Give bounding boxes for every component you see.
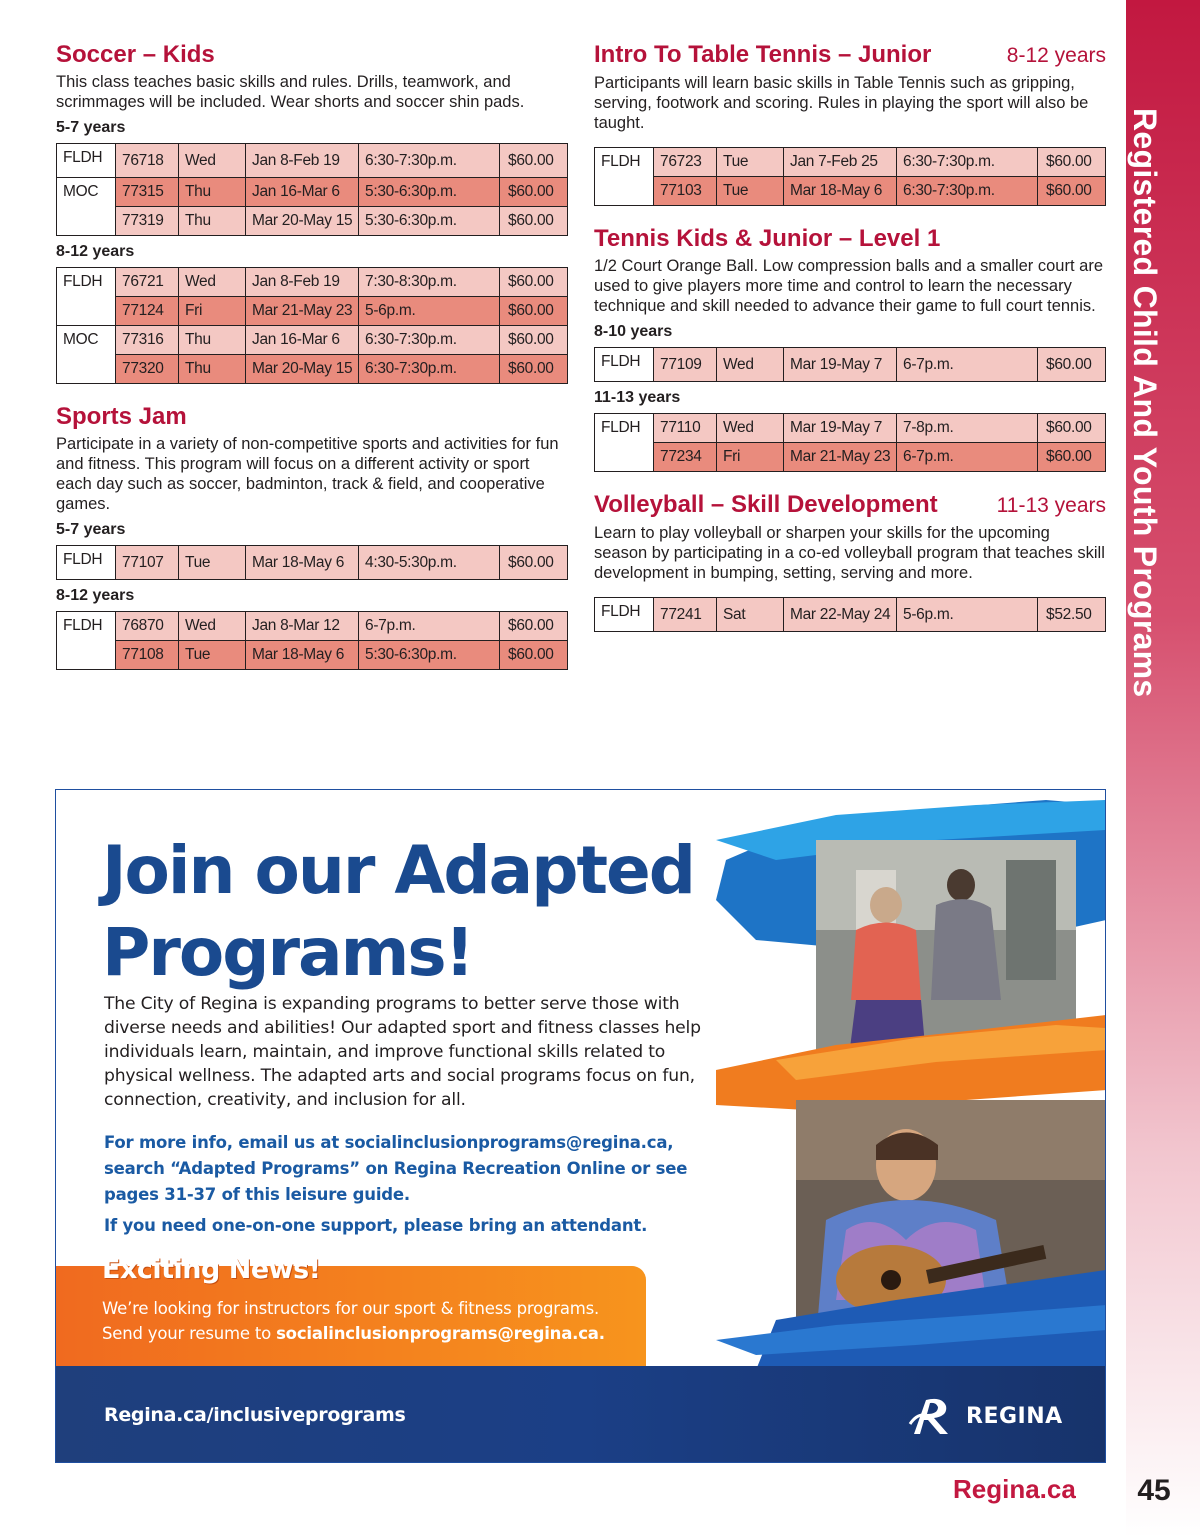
schedule-table xyxy=(56,545,568,580)
program-title xyxy=(594,40,1106,71)
table-row[interactable] xyxy=(595,598,1106,632)
course-code-cell: 77109 xyxy=(654,348,717,382)
dates-cell: Mar 19-May 7 xyxy=(784,414,897,443)
photo-collage-graphic xyxy=(716,800,1106,1370)
course-code-cell: 77319 xyxy=(116,207,179,236)
side-tab-label-wrap xyxy=(1126,108,1200,778)
time-cell: 6:30-7:30p.m. xyxy=(897,177,1038,206)
ad-title xyxy=(102,830,694,994)
schedule-table xyxy=(594,597,1106,632)
left-column xyxy=(56,40,568,670)
dates-cell: Mar 18-May 6 xyxy=(246,546,359,580)
fee-cell: $60.00 xyxy=(500,207,568,236)
course-code-cell: 77241 xyxy=(654,598,717,632)
time-cell: 6-7p.m. xyxy=(897,443,1038,472)
time-cell: 6:30-7:30p.m. xyxy=(359,355,500,384)
day-cell: Tue xyxy=(717,177,784,206)
table-row[interactable] xyxy=(57,144,568,178)
location-cell: FLDH xyxy=(595,348,654,382)
schedule-table xyxy=(594,413,1106,472)
time-cell: 5:30-6:30p.m. xyxy=(359,178,500,207)
age-group-label: 5-7 years xyxy=(56,119,126,136)
adapted-programs-ad xyxy=(55,789,1106,1463)
news-line1: We’re looking for instructors for our sport & fitness programs. xyxy=(102,1299,600,1318)
footer-url-link[interactable]: Regina.ca xyxy=(953,1474,1076,1504)
day-cell: Thu xyxy=(179,355,246,384)
schedule-table xyxy=(56,611,568,670)
news-email-link[interactable]: socialinclusionprograms@regina.ca. xyxy=(276,1324,605,1343)
dates-cell: Mar 18-May 6 xyxy=(246,641,359,670)
page-number: 45 xyxy=(1137,1474,1171,1507)
schedule-table xyxy=(56,267,568,384)
ad-info: For more info, email us at socialinclusionprograms@regina.ca, search “Adapted Programs” on Regina Recreation Online or see pages 31-37 of this leisure guide. xyxy=(104,1133,688,1204)
table-row[interactable] xyxy=(57,207,568,236)
course-code-cell: 77315 xyxy=(116,178,179,207)
program-age: 8-12 years xyxy=(1006,44,1106,67)
time-cell: 6-7p.m. xyxy=(359,612,500,641)
time-cell: 5:30-6:30p.m. xyxy=(359,641,500,670)
dates-cell: Jan 8-Feb 19 xyxy=(246,144,359,178)
inclusive-programs-link[interactable]: Regina.ca/inclusiveprograms xyxy=(104,1404,406,1426)
program-section xyxy=(56,384,568,670)
course-code-cell: 77124 xyxy=(116,297,179,326)
time-cell: 5-6p.m. xyxy=(897,598,1038,632)
course-code-cell: 76723 xyxy=(654,148,717,177)
regina-logo xyxy=(908,1394,1063,1438)
course-code-cell: 77320 xyxy=(116,355,179,384)
program-title-text: Volleyball – Skill Development xyxy=(594,491,938,518)
table-row[interactable] xyxy=(595,148,1106,177)
program-title-text: Tennis Kids & Junior – Level 1 xyxy=(594,225,941,252)
time-cell: 5:30-6:30p.m. xyxy=(359,207,500,236)
location-cell: FLDH xyxy=(595,598,654,632)
location-cell: FLDH xyxy=(57,268,116,326)
dates-cell: Mar 21-May 23 xyxy=(246,297,359,326)
program-title xyxy=(56,40,568,70)
fee-cell: $60.00 xyxy=(500,355,568,384)
program-description: 1/2 Court Orange Ball. Low compression balls and a smaller court are used to give players more time and control to learn the necessary technique and skill needed to advance their game to full court tennis. xyxy=(594,257,1103,315)
news-text xyxy=(102,1296,662,1346)
fee-cell: $60.00 xyxy=(1038,148,1106,177)
fee-cell: $52.50 xyxy=(1038,598,1106,632)
day-cell: Wed xyxy=(717,414,784,443)
table-row[interactable] xyxy=(57,355,568,384)
time-cell: 7-8p.m. xyxy=(897,414,1038,443)
table-row[interactable] xyxy=(57,546,568,580)
side-tab-label: Registered Child And Youth Programs xyxy=(1127,108,1163,698)
dates-cell: Mar 22-May 24 xyxy=(784,598,897,632)
age-group-label: 11-13 years xyxy=(594,389,681,406)
table-row[interactable] xyxy=(595,177,1106,206)
day-cell: Thu xyxy=(179,326,246,355)
fee-cell: $60.00 xyxy=(500,297,568,326)
dates-cell: Mar 20-May 15 xyxy=(246,207,359,236)
dates-cell: Mar 19-May 7 xyxy=(784,348,897,382)
fee-cell: $60.00 xyxy=(500,178,568,207)
program-description: Participate in a variety of non-competitive sports and activities for fun and fitness. This program will focus on a different activity or sport each day such as soccer, badminton, track & field, and cooperative games. xyxy=(56,435,559,513)
table-row[interactable] xyxy=(57,641,568,670)
program-title xyxy=(594,224,1106,254)
day-cell: Thu xyxy=(179,207,246,236)
ad-support: If you need one-on-one support, please bring an attendant. xyxy=(104,1216,648,1235)
fee-cell: $60.00 xyxy=(500,326,568,355)
course-code-cell: 77316 xyxy=(116,326,179,355)
day-cell: Thu xyxy=(179,178,246,207)
news-title: Exciting News! xyxy=(102,1254,321,1285)
dates-cell: Jan 8-Feb 19 xyxy=(246,268,359,297)
dates-cell: Mar 21-May 23 xyxy=(784,443,897,472)
schedule-table xyxy=(594,347,1106,382)
day-cell: Fri xyxy=(717,443,784,472)
course-code-cell: 77234 xyxy=(654,443,717,472)
age-group-label: 8-10 years xyxy=(594,323,673,340)
age-group-label: 5-7 years xyxy=(56,521,126,538)
fee-cell: $60.00 xyxy=(1038,177,1106,206)
program-description: Participants will learn basic skills in Table Tennis such as gripping, serving, footwork and scoring. Rules in playing the sport will also be taught. xyxy=(594,74,1089,132)
program-age: 11-13 years xyxy=(996,494,1106,517)
time-cell: 6:30-7:30p.m. xyxy=(359,144,500,178)
location-cell: FLDH xyxy=(57,546,116,580)
program-section xyxy=(594,40,1106,206)
location-cell: MOC xyxy=(57,326,116,384)
age-group-label: 8-12 years xyxy=(56,587,135,604)
day-cell: Wed xyxy=(179,268,246,297)
location-cell: FLDH xyxy=(57,612,116,670)
table-row[interactable] xyxy=(595,443,1106,472)
day-cell: Tue xyxy=(717,148,784,177)
program-description: Learn to play volleyball or sharpen your skills for the upcoming season by participating in a co-ed volleyball program that teaches skill development in bumping, setting, serving and more. xyxy=(594,524,1105,582)
day-cell: Wed xyxy=(179,144,246,178)
time-cell: 4:30-5:30p.m. xyxy=(359,546,500,580)
time-cell: 6:30-7:30p.m. xyxy=(359,326,500,355)
fee-cell: $60.00 xyxy=(500,144,568,178)
course-code-cell: 76721 xyxy=(116,268,179,297)
fee-cell: $60.00 xyxy=(500,268,568,297)
ad-photo-collage xyxy=(716,800,1106,1370)
program-section xyxy=(56,40,568,384)
program-description: This class teaches basic skills and rules. Drills, teamwork, and scrimmages will be included. Wear shorts and soccer shin pads. xyxy=(56,73,525,111)
fee-cell: $60.00 xyxy=(500,641,568,670)
day-cell: Wed xyxy=(179,612,246,641)
location-cell: FLDH xyxy=(595,414,654,472)
fee-cell: $60.00 xyxy=(500,612,568,641)
day-cell: Tue xyxy=(179,546,246,580)
age-group-label: 8-12 years xyxy=(56,243,135,260)
fee-cell: $60.00 xyxy=(1038,414,1106,443)
ad-title-line1: Join our Adapted xyxy=(102,832,695,909)
table-row[interactable] xyxy=(57,178,568,207)
course-code-cell: 76870 xyxy=(116,612,179,641)
program-title-text: Intro To Table Tennis – Junior xyxy=(594,41,932,68)
day-cell: Wed xyxy=(717,348,784,382)
location-cell: FLDH xyxy=(57,144,116,178)
table-row[interactable] xyxy=(57,612,568,641)
program-section xyxy=(594,206,1106,472)
day-cell: Tue xyxy=(179,641,246,670)
right-column xyxy=(594,40,1106,632)
location-cell: FLDH xyxy=(595,148,654,206)
course-code-cell: 77110 xyxy=(654,414,717,443)
fee-cell: $60.00 xyxy=(500,546,568,580)
news-line2-prefix: Send your resume to xyxy=(102,1324,277,1343)
table-row[interactable] xyxy=(57,326,568,355)
program-title xyxy=(594,490,1106,521)
table-row[interactable] xyxy=(595,414,1106,443)
table-row[interactable] xyxy=(57,268,568,297)
dates-cell: Jan 7-Feb 25 xyxy=(784,148,897,177)
regina-r-icon xyxy=(908,1394,960,1438)
dates-cell: Jan 8-Mar 12 xyxy=(246,612,359,641)
course-code-cell: 76718 xyxy=(116,144,179,178)
course-code-cell: 77108 xyxy=(116,641,179,670)
schedule-table xyxy=(594,147,1106,206)
table-row[interactable] xyxy=(57,297,568,326)
time-cell: 6:30-7:30p.m. xyxy=(897,148,1038,177)
ad-title-line2: Programs! xyxy=(102,914,473,991)
table-row[interactable] xyxy=(595,348,1106,382)
dates-cell: Jan 16-Mar 6 xyxy=(246,326,359,355)
day-cell: Sat xyxy=(717,598,784,632)
dates-cell: Mar 18-May 6 xyxy=(784,177,897,206)
program-title-text: Soccer – Kids xyxy=(56,41,215,68)
regina-logo-text: REGINA xyxy=(966,1403,1063,1429)
time-cell: 5-6p.m. xyxy=(359,297,500,326)
ad-body: The City of Regina is expanding programs to better serve those with diverse needs and abilities! Our adapted sport and fitness classes help individuals learn, maintain, and improve functional skills related to physical wellness. The adapted arts and social programs focus on fun, connection, creativity, and inclusion for all. xyxy=(104,994,701,1110)
program-title-text: Sports Jam xyxy=(56,403,187,430)
course-code-cell: 77103 xyxy=(654,177,717,206)
program-section xyxy=(594,472,1106,632)
dates-cell: Jan 16-Mar 6 xyxy=(246,178,359,207)
time-cell: 6-7p.m. xyxy=(897,348,1038,382)
fee-cell: $60.00 xyxy=(1038,443,1106,472)
schedule-table xyxy=(56,143,568,236)
location-cell: MOC xyxy=(57,178,116,236)
fee-cell: $60.00 xyxy=(1038,348,1106,382)
dates-cell: Mar 20-May 15 xyxy=(246,355,359,384)
day-cell: Fri xyxy=(179,297,246,326)
time-cell: 7:30-8:30p.m. xyxy=(359,268,500,297)
course-code-cell: 77107 xyxy=(116,546,179,580)
program-title xyxy=(56,402,568,432)
